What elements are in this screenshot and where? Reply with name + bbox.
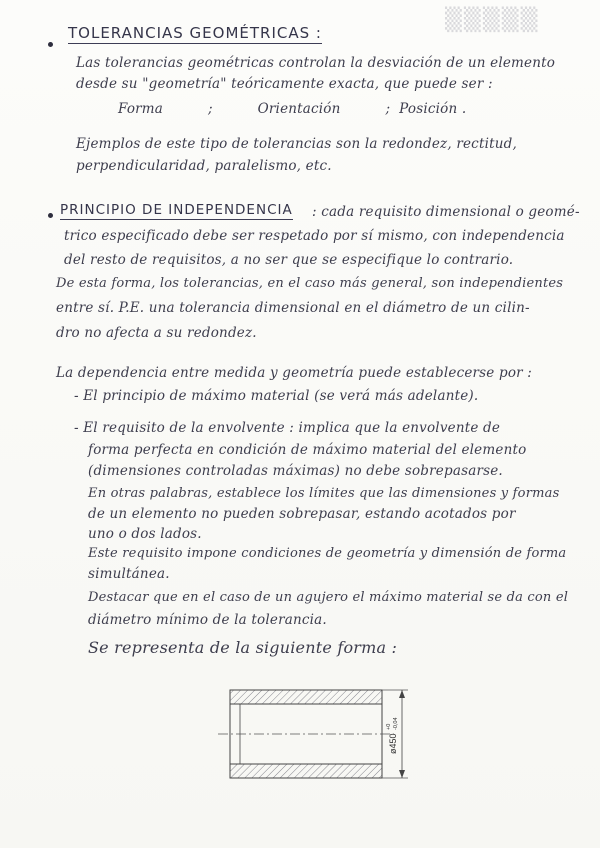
text-line: trico especificado debe ser respetado por sí mismo, con independencia: [64, 228, 565, 244]
tolerance-upper: +0: [386, 723, 392, 730]
text-line: perpendicularidad, paralelismo, etc.: [76, 158, 332, 174]
bleed-through-text: ▒▒▒▒▒: [445, 8, 540, 33]
list-item: - El requisito de la envolvente : implica que la envolvente de: [74, 420, 501, 436]
text-line: La dependencia entre medida y geometría puede establecerse por :: [56, 365, 533, 381]
text-line: del resto de requisitos, a no ser que se especifique lo contrario.: [64, 252, 514, 268]
text-line: Destacar que en el caso de un agujero el máximo material se da con el: [88, 590, 569, 605]
text-line: entre sí. P.E. una tolerancia dimensional en el diámetro de un cilin-: [56, 300, 530, 316]
text-line: Ejemplos de este tipo de tolerancias son la redondez, rectitud,: [76, 136, 517, 152]
text-line: Forma ; Orientación ; Posición .: [118, 101, 467, 117]
envelope-requirement-drawing: [210, 678, 430, 788]
hatched-wall-bottom: [230, 764, 382, 778]
text-line: forma perfecta en condición de máximo material del elemento: [88, 442, 527, 458]
dimension-value: ø450: [388, 733, 398, 754]
bullet: [48, 213, 53, 218]
text-line: Las tolerancias geométricas controlan la desviación de un elemento: [76, 55, 556, 71]
text-line: En otras palabras, establece los límites que las dimensiones y formas: [88, 486, 560, 501]
text-line: desde su "geometría" teóricamente exacta, que puede ser :: [76, 76, 493, 92]
text-line: simultánea.: [88, 566, 170, 582]
section-title-geometric-tolerances: TOLERANCIAS GEOMÉTRICAS :: [68, 24, 322, 42]
list-item: - El principio de máximo material (se verá más adelante).: [74, 388, 479, 404]
text-line: De esta forma, los tolerancias, en el caso más general, son independientes: [56, 276, 564, 291]
hatched-wall-top: [230, 690, 382, 704]
text-line: diámetro mínimo de la tolerancia.: [88, 612, 327, 628]
text-line: uno o dos lados.: [88, 526, 202, 542]
text-line: de un elemento no pueden sobrepasar, estando acotados por: [88, 506, 516, 522]
text-line: : cada requisito dimensional o geomé-: [312, 204, 580, 220]
text-line: Este requisito impone condiciones de geometría y dimensión de forma: [88, 546, 567, 561]
text-line: dro no afecta a su redondez.: [56, 325, 257, 341]
section-title-independence-principle: PRINCIPIO DE INDEPENDENCIA: [60, 202, 293, 218]
text-line: (dimensiones controladas máximas) no debe sobrepasarse.: [88, 463, 503, 479]
text-line: Se representa de la siguiente forma :: [88, 638, 398, 657]
bullet: [48, 42, 53, 47]
tolerance-lower: -0,04: [393, 717, 399, 730]
